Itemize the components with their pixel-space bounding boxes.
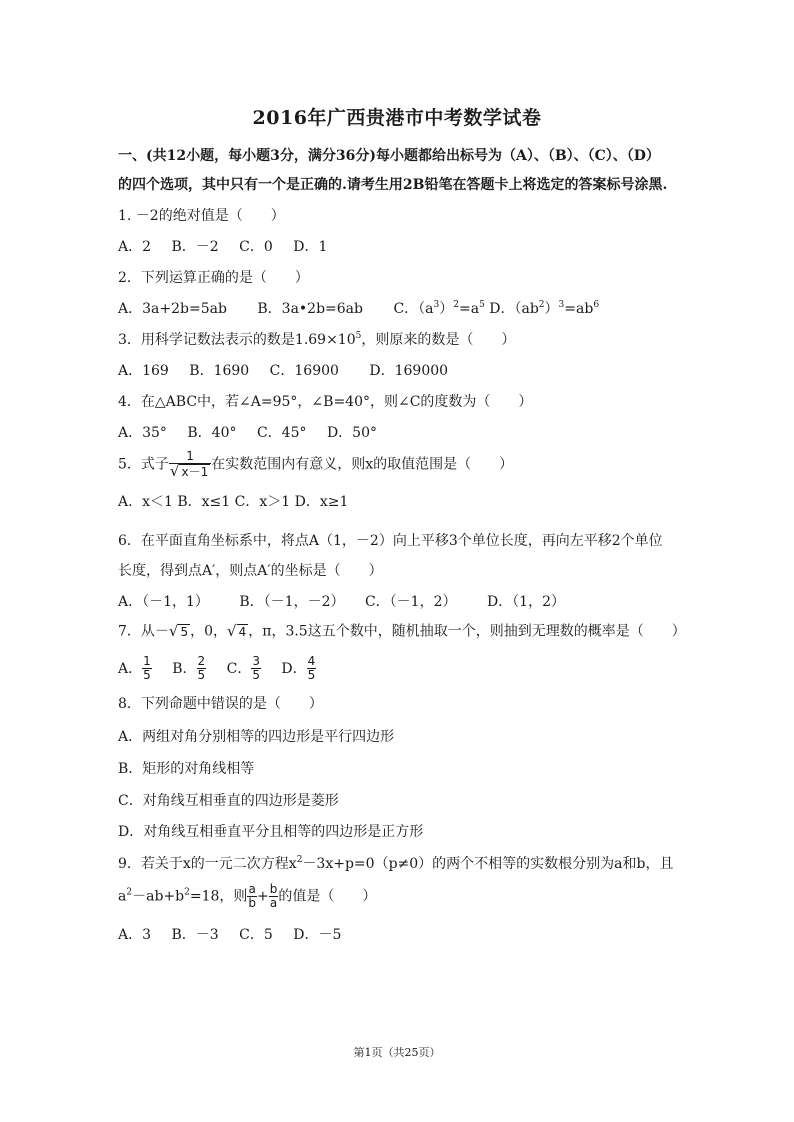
q3-option-c: C．16900 <box>269 363 339 379</box>
q6-option-c: C．（－1，2） <box>364 594 457 610</box>
question-3-stem: 3．用科学记数法表示的数是$1.69\times 10^5$，则原来的数是（ ） <box>118 331 516 348</box>
q8-option-a: A．两组对角分别相等的四边形是平行四边形 <box>118 729 395 745</box>
q1-option-b: B．－2 <box>171 239 219 255</box>
q7-option-d: D． $\frac{4}{5}$ <box>281 654 316 682</box>
q5-fraction: $\frac{1}{√ x-1}$ <box>169 450 211 479</box>
q5-sqrt-sign: √ x－1 <box>169 462 209 480</box>
q7-option-b: B． $\frac{2}{5}$ <box>172 654 206 682</box>
q2-option-d: D．$(ab^2)^3=ab^6$ <box>489 300 600 317</box>
q9-fraction-b-over-a: $\frac{b}{a}$ <box>269 882 278 910</box>
q1-option-a: A．2 <box>118 239 152 255</box>
q4-option-d: D．50° <box>326 425 377 441</box>
q9-option-b: B．－3 <box>171 927 219 943</box>
question-3-options <box>118 361 448 381</box>
question-7-options <box>118 655 316 682</box>
q3-option-b: B．1690 <box>189 363 250 379</box>
question-5-stem: 5．式子 $\frac{1}{√ x-1}$ 在实数范围内有意义，则x的取值范围是（ ） <box>118 449 514 480</box>
q6-option-d: D．（1，2） <box>486 594 565 610</box>
q1-option-d: D．1 <box>293 239 328 255</box>
question-6-options <box>118 592 565 612</box>
q2-option-a: A．3a+2b=5ab <box>118 301 227 317</box>
section-instructions-line-2: 的四个选项，其中只有一个是正确的.请考生用2B铅笔在答题卡上将选定的答案标号涂黑. <box>118 177 668 193</box>
q8-option-c: C．对角线互相垂直的四边形是菱形 <box>118 793 339 809</box>
q3-option-a: A．169 <box>118 363 169 379</box>
q1-option-c: C．0 <box>239 239 273 255</box>
q6-option-a: A．（－1，1） <box>118 594 209 610</box>
q5-option-b: B．x≤1 <box>177 494 231 510</box>
q3-option-d: D．169000 <box>369 363 449 379</box>
q7-option-c: C． $\frac{3}{5}$ <box>226 654 260 682</box>
question-1-options <box>118 237 327 257</box>
question-2-stem: 2．下列运算正确的是（ ） <box>118 270 309 286</box>
section-instructions-line-1: 一、(共12小题，每小题3分，满分36分)每小题都给出标号为（A）、（B）、（C）、（D） <box>118 148 660 164</box>
question-9-stem-line-1: 9．若关于x的一元二次方程$x^2-3x+p=0(p\ne 0)$的两个不相等的实数根分别为a和b，且 <box>118 855 674 872</box>
question-4-stem: 4．在△ABC中，若∠A=95°，∠B=40°，则∠C的度数为（ ） <box>118 394 533 410</box>
q6-option-b: B．（－1，－2） <box>239 594 345 610</box>
q4-option-a: A．35° <box>118 425 167 441</box>
question-4-options <box>118 423 377 443</box>
question-9-options <box>118 925 341 945</box>
question-6-stem-line-2: 长度，得到点A′，则点A′的坐标是（ ） <box>118 563 383 579</box>
q7-option-a: A． $\frac{1}{5}$ <box>118 654 151 682</box>
question-6-stem-line-1: 6．在平面直角坐标系中，将点A（1，－2）向上平移3个单位长度，再向左平移2个单位 <box>118 533 663 549</box>
question-8-stem: 8．下列命题中错误的是（ ） <box>118 696 323 712</box>
q4-option-b: B．40° <box>187 425 237 441</box>
q8-option-d: D．对角线互相垂直平分且相等的四边形是正方形 <box>118 824 424 840</box>
q2-option-b: B．3a•2b=6ab <box>257 301 363 317</box>
q9-option-d: D．－5 <box>293 927 342 943</box>
q5-option-a: A．x＜1 <box>118 494 173 510</box>
q7-sqrt-four: √ 4 <box>227 622 247 640</box>
q5-option-d: D．x≥1 <box>294 494 349 510</box>
q9-option-a: A．3 <box>118 927 152 943</box>
question-1-stem: 1. －2的绝对值是（ ） <box>118 208 285 224</box>
q8-option-b: B．矩形的对角线相等 <box>118 761 255 777</box>
q5-option-c: C．x＞1 <box>234 494 291 510</box>
question-2-options <box>118 299 599 319</box>
question-9-stem-line-2: $a^2-ab+b^2=18$，则 $\frac{a}{b}$ + $\frac{b}{a}$ 的值是（ ） <box>118 882 377 910</box>
q7-sqrt-five: √ 5 <box>168 622 189 640</box>
q2-option-c: C．$(a^3)^2=a^5$ <box>393 300 485 317</box>
question-7-stem: 7．从－√ 5 ，0，√ 4 ，π，3.5这五个数中，随机抽取一个，则抽到无理数的概率是（ ） <box>118 622 686 640</box>
q4-option-c: C．45° <box>256 425 307 441</box>
page-title: 2016年广西贵港市中考数学试卷 <box>252 107 542 129</box>
q9-option-c: C．5 <box>239 927 273 943</box>
question-5-options <box>118 492 348 512</box>
page-footer: 第1页（共25页） <box>353 1046 441 1059</box>
q9-fraction-a-over-b: $\frac{a}{b}$ <box>248 882 257 910</box>
